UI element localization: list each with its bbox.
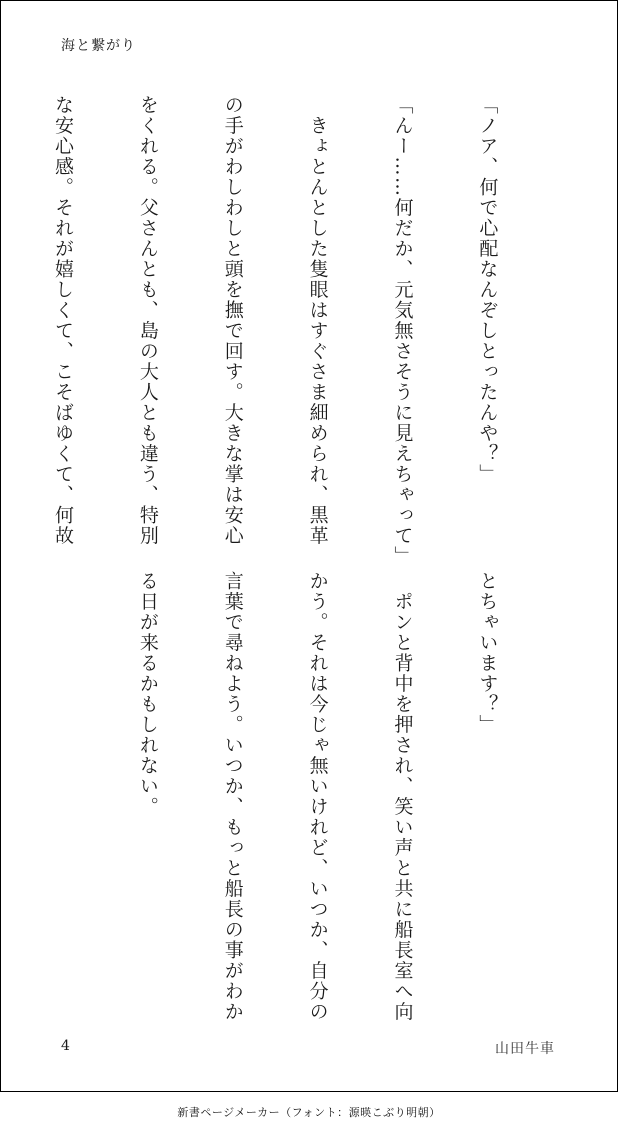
- text-line: る日が来るかもしれない。: [136, 571, 159, 817]
- page-number: 4: [61, 1038, 70, 1054]
- author-name: 山田牛車: [495, 1041, 555, 1057]
- text-line: 言葉で尋ねよう。いつか、もっと船長の事がわか: [221, 571, 244, 1022]
- text-line: ポンと背中を押され、笑い声と共に船長室へ向: [391, 571, 414, 1022]
- text-line: とちゃいます？」: [476, 571, 499, 735]
- text-block-top: [0, 95, 558, 567]
- text-block-bottom: [0, 571, 558, 1022]
- text-line: 「ノア、何で心配なんぞしとったんや？」: [476, 95, 499, 485]
- text-line: な安心感。それが嬉しくて、こそばゆくて、何故: [51, 95, 74, 546]
- text-line: かう。それは今じゃ無いけれど、いつか、自分の: [306, 571, 329, 1022]
- text-line: きょとんとした隻眼はすぐさま細められ、黒革: [306, 95, 329, 546]
- text-line: をくれる。父さんとも、島の大人とも違う、特別: [136, 95, 159, 546]
- chapter-title: 海と繋がり: [61, 38, 136, 54]
- blank-line: [49, 571, 77, 1001]
- footer-credit: 新書ページメーカー（フォント：源暎こぶり明朝）: [177, 1106, 441, 1119]
- text-line: 「んー……何だか、元気無さそうに見えちゃって」: [391, 95, 414, 567]
- text-line: の手がわしわしと頭を撫で回す。大きな掌は安心: [221, 95, 244, 546]
